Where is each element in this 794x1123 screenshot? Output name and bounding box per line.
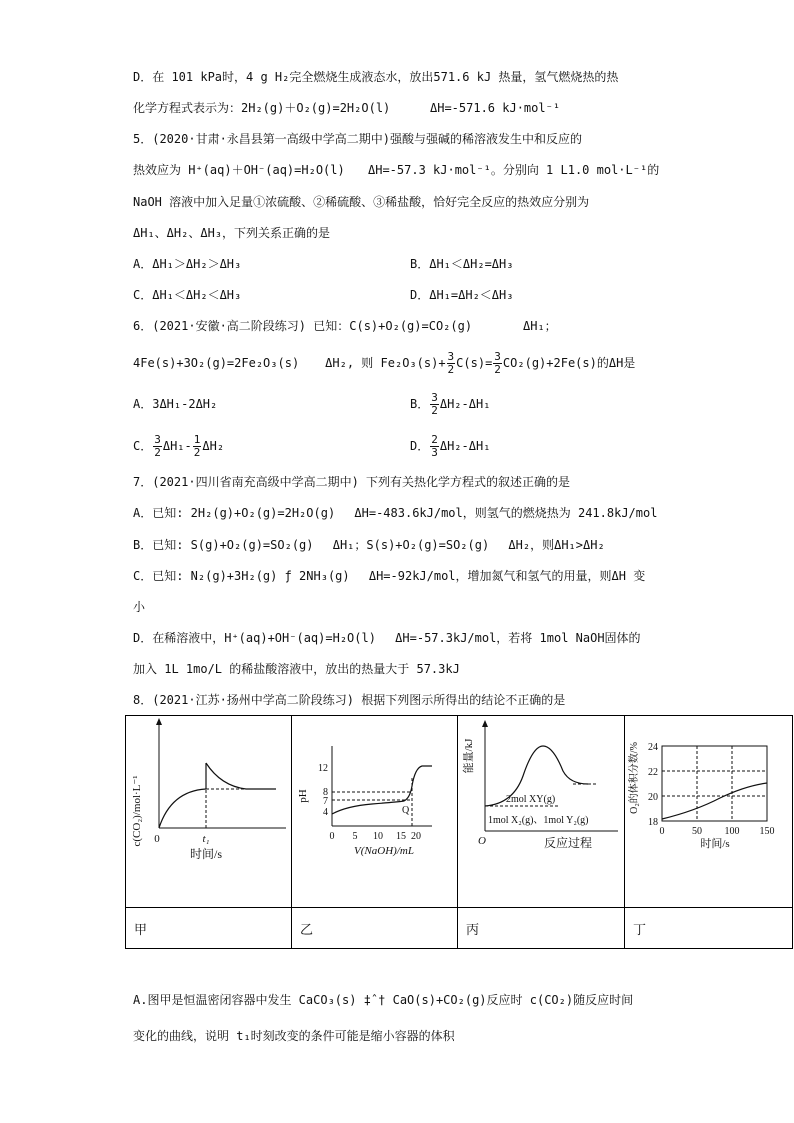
q7-option-b: B．已知: S(g)+O₂(g)=SO₂(g) ΔH₁；S(s)+O₂(g)=SO₂(g) ΔH₂，则ΔH₁>ΔH₂ [133, 538, 605, 552]
yi-xtick-0: 0 [329, 831, 335, 842]
yi-xtick-10: 10 [373, 831, 383, 842]
jia-ylabel: c(CO₂)/mol·L⁻¹ [131, 775, 143, 847]
yi-ytick-12: 12 [318, 763, 328, 774]
figure-yi [292, 716, 457, 904]
yi-xlabel: V(NaOH)/mL [354, 845, 414, 857]
q5-option-b: B．ΔH₁＜ΔH₂=ΔH₃ [410, 257, 514, 271]
jia-xlabel: 时间/s [189, 847, 223, 861]
q4-d-line1: D．在 101 kPa时，4 g H₂完全燃烧生成液态水，放出571.6 kJ 热量，氢气燃烧热的热 [133, 70, 619, 84]
yi-ytick-7: 7 [323, 796, 328, 807]
q6-eq-part2: ΔH₂, 则 Fe₂O₃(s)+ [325, 356, 446, 370]
ding-ytick-20: 20 [648, 792, 658, 803]
yi-xtick-20: 20 [411, 831, 421, 842]
bing-high-label: 2mol XY(g) [506, 794, 556, 805]
q6-option-c: C． $\frac{3}{2}$ ΔH₁- $\frac{1}{2}$ ΔH₂ [133, 432, 225, 459]
yi-xtick-15: 15 [396, 831, 406, 842]
q8-figure-table [125, 715, 793, 949]
ding-xtick-50: 50 [692, 826, 702, 837]
ding-xlabel: 时间/s [700, 838, 730, 850]
q4-d-line2b: ΔH=-571.6 kJ·mol⁻¹ [430, 101, 561, 115]
jia-t1-label: t₁ [202, 833, 210, 845]
figure-jia [126, 716, 291, 904]
q5-option-c: C．ΔH₁＜ΔH₂＜ΔH₃ [133, 288, 242, 302]
yi-point-q: Q [402, 805, 410, 816]
label-bing: 丙 [458, 908, 625, 949]
label-ding: 丁 [625, 908, 793, 949]
bing-low-label: 1mol X₂(g)、1mol Y₂(g) [488, 815, 589, 826]
q7-option-d-line2: 加入 1L 1mo/L 的稀盐酸溶液中，放出的热量大于 57.3kJ [133, 662, 460, 676]
ding-xtick-0: 0 [659, 826, 665, 837]
q7-option-d-line1: D．在稀溶液中，H⁺(aq)+OH⁻(aq)=H₂O(l) ΔH=-57.3kJ/mol，若将 1mol NaOH固体的 [133, 631, 641, 645]
q6-stem-line1b: ΔH₁； [523, 319, 557, 333]
ding-ytick-22: 22 [648, 767, 658, 778]
bing-xlabel: 反应过程 [543, 836, 593, 850]
figure-ding-cell [625, 716, 793, 908]
q5-option-d: D．ΔH₁=ΔH₂＜ΔH₃ [410, 288, 514, 302]
q5-option-a: A．ΔH₁＞ΔH₂＞ΔH₃ [133, 257, 242, 271]
ding-curve [662, 783, 767, 819]
q5-stem-line4: ΔH₁、ΔH₂、ΔH₃，下列关系正确的是 [133, 226, 331, 240]
q8-stem: 8．(2021·江苏·扬州中学高二阶段练习) 根据下列图示所得出的结论不正确的是 [133, 693, 566, 707]
label-yi: 乙 [292, 908, 458, 949]
q7-stem: 7．(2021·四川省南充高级中学高二期中) 下列有关热化学方程式的叙述正确的是 [133, 475, 571, 489]
q6-eq-part3: C(s)= [456, 356, 493, 370]
jia-curve-fall [206, 763, 276, 789]
figure-jia-cell [126, 716, 292, 908]
bing-y-arrow [482, 720, 488, 727]
q6-option-d: D． $\frac{2}{3}$ ΔH₂-ΔH₁ [410, 432, 491, 459]
q7-option-c-line2: 小 [133, 600, 146, 614]
jia-y-arrow [156, 718, 162, 725]
q6-stem-line2 [133, 347, 635, 379]
q6-fraction-1: $\frac{3}{2}$ [447, 349, 455, 376]
ding-xtick-100: 100 [724, 826, 740, 837]
yi-curve [332, 766, 432, 814]
yi-ylabel: pH [297, 789, 309, 803]
q5-stem-line2b: ΔH=-57.3 kJ·mol⁻¹。分别向 1 L1.0 mol·L⁻¹的 [368, 163, 660, 177]
jia-origin: 0 [154, 833, 160, 845]
q6-stem-line1a: 6．(2021·安徽·高二阶段练习) 已知：C(s)+O₂(g)=CO₂(g) [133, 319, 473, 333]
yi-xtick-5: 5 [352, 831, 358, 842]
ding-ytick-24: 24 [648, 742, 658, 753]
q5-stem-line2a: 热效应为 H⁺(aq)＋OH⁻(aq)=H₂O(l) [133, 163, 345, 177]
yi-ytick-4: 4 [323, 807, 328, 818]
q6-eq-part1: 4Fe(s)+3O₂(g)=2Fe₂O₃(s) [133, 356, 300, 370]
q6-eq-part4: CO₂(g)+2Fe(s)的ΔH是 [502, 356, 636, 370]
jia-curve-rise [159, 789, 206, 828]
figure-yi-cell [292, 716, 458, 908]
q5-stem-line3: NaOH 溶液中加入足量①浓硫酸、②稀硫酸、③稀盐酸，恰好完全反应的热效应分别为 [133, 195, 590, 209]
ding-ylabel: O₂的体积分数/% [629, 742, 640, 814]
q6-fraction-2: $\frac{3}{2}$ [494, 349, 501, 376]
yi-ytick-8: 8 [323, 787, 328, 798]
q8-option-a-line2: 变化的曲线，说明 t₁时刻改变的条件可能是缩小容器的体积 [133, 1029, 455, 1043]
ding-frame [662, 746, 767, 821]
q7-option-a: A．已知: 2H₂(g)+O₂(g)=2H₂O(g) ΔH=-483.6kJ/mol，则氢气的燃烧热为 241.8kJ/mol [133, 506, 658, 520]
figure-bing-cell [458, 716, 625, 908]
bing-ylabel: 能量/kJ [463, 738, 475, 774]
q7-option-c-line1: C．已知: N₂(g)+3H₂(g) ƒ 2NH₃(g) ΔH=-92kJ/mol，增加氮气和氢气的用量，则ΔH 变 [133, 569, 646, 583]
label-jia: 甲 [126, 908, 292, 949]
q6-option-a: A．3ΔH₁-2ΔH₂ [133, 397, 218, 411]
q5-stem-line1: 5．(2020·甘肃·永昌县第一高级中学高二期中)强酸与强碱的稀溶液发生中和反应的 [133, 132, 583, 146]
figure-bing [458, 716, 624, 904]
ding-xtick-150: 150 [759, 826, 775, 837]
figure-ding [625, 716, 792, 904]
q8-option-a-line1: A.图甲是恒温密闭容器中发生 CaCO₃(s) ‡ˆ† CaO(s)+CO₂(g)反应时 c(CO₂)随反应时间 [133, 993, 634, 1007]
q6-option-b: B． $\frac{3}{2}$ ΔH₂-ΔH₁ [410, 390, 491, 417]
bing-origin: O [478, 835, 486, 847]
ding-ytick-18: 18 [648, 817, 658, 828]
q4-d-line2a: 化学方程式表示为：2H₂(g)＋O₂(g)=2H₂O(l) [133, 101, 391, 115]
